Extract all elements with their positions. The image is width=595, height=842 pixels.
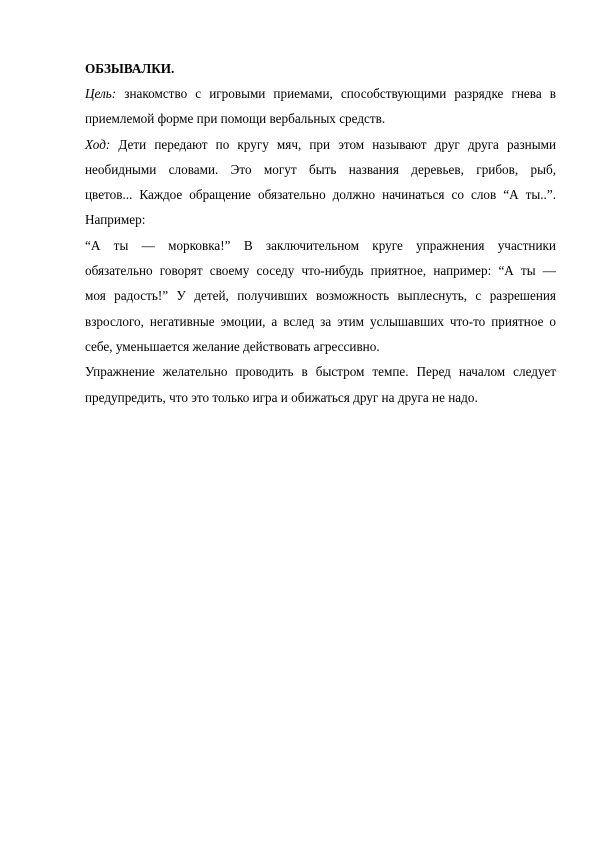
- process-text: Дети передают по кругу мяч, при этом называют друг друга разными: [110, 136, 556, 152]
- goal-label: Цель:: [85, 86, 117, 101]
- process-line: Например:: [85, 212, 146, 228]
- note-line: Упражнение желательно проводить в быстром темпе. Перед началом следует: [85, 364, 556, 380]
- process-line: [85, 132, 556, 157]
- goal-text: знакомство с игровыми приемами, способствующими разрядке гнева в: [116, 86, 556, 101]
- process-line: цветов... Каждое обращение обязательно должно начинаться со слов “А ты..”.: [85, 187, 556, 203]
- process-label: Ход:: [85, 136, 111, 152]
- process-line: себе, уменьшается желание действовать агрессивно.: [85, 338, 380, 354]
- process-line: моя радость!” У детей, получивших возможность выплеснуть, с разрешения: [85, 288, 556, 304]
- note-paragraph: [85, 359, 556, 410]
- goal-paragraph: [85, 81, 556, 132]
- process-line: необидными словами. Это могут быть названия деревьев, грибов, рыб,: [85, 161, 556, 177]
- process-line: “А ты — морковка!” В заключительном круге упражнения участники: [85, 237, 556, 253]
- process-line: взрослого, негативные эмоции, а вслед за этим услышавших что-то приятное о: [85, 313, 556, 329]
- exercise-title: ОБЗЫВАЛКИ.: [85, 61, 175, 76]
- process-paragraph: [85, 132, 556, 360]
- goal-line: [85, 81, 556, 106]
- note-line: предупредить, что это только игра и обижаться друг на друга не надо.: [85, 389, 478, 405]
- process-line: обязательно говорят своему соседу что-нибудь приятное, например: “А ты —: [85, 263, 556, 279]
- goal-line: приемлемой форме при помощи вербальных средств.: [85, 111, 386, 127]
- document-page: [85, 56, 556, 410]
